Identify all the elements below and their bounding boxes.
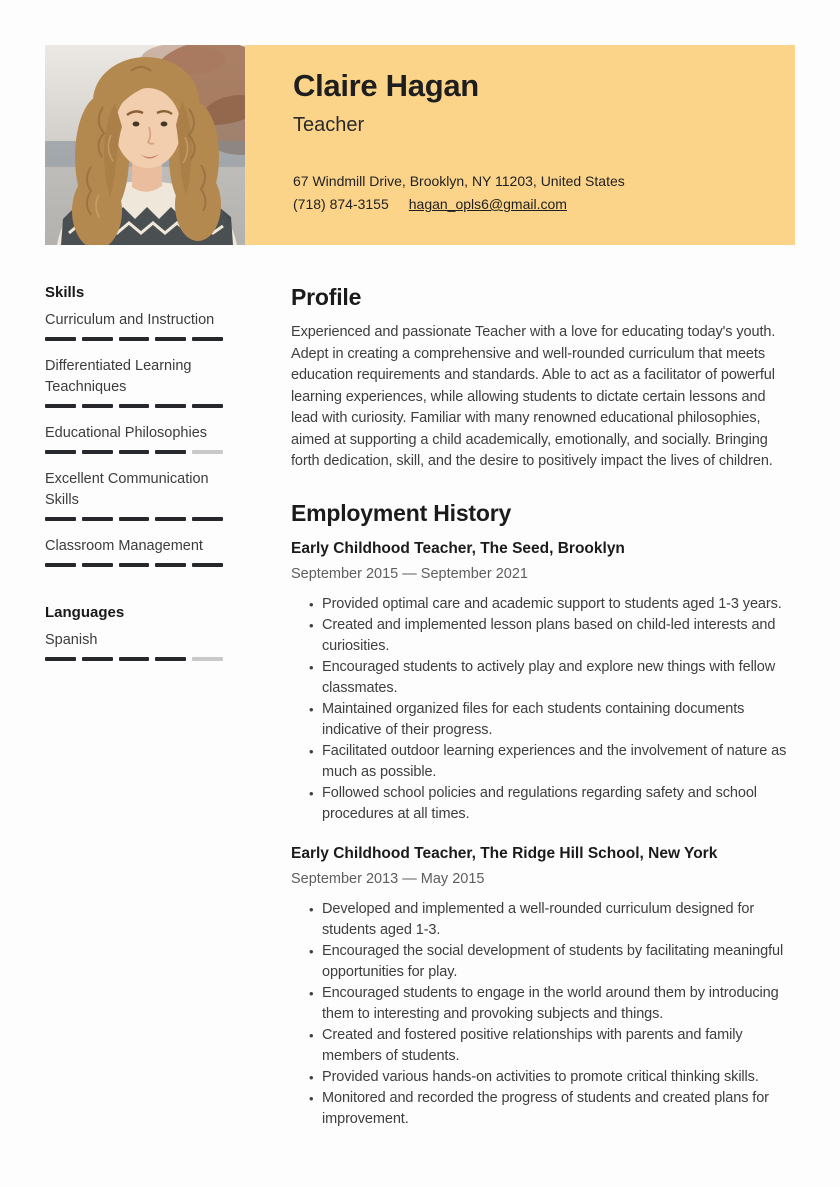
bullet-item: • Maintained organized files for each students containing documents indicative of their progress. bbox=[322, 699, 795, 741]
languages-section bbox=[45, 604, 223, 661]
profile-section bbox=[291, 284, 795, 473]
job-title: Early Childhood Teacher, The Seed, Brooklyn bbox=[291, 539, 625, 557]
profile-heading: Profile bbox=[291, 284, 362, 310]
bullet-list bbox=[291, 899, 795, 1130]
skill-level-segment bbox=[45, 657, 76, 661]
skill-level-segment bbox=[82, 337, 113, 341]
skill-name: Differentiated Learning Teachniques bbox=[45, 358, 192, 395]
contact-phone: (718) 874-3155 bbox=[293, 196, 389, 212]
bullet-list bbox=[291, 594, 795, 825]
skills-heading: Skills bbox=[45, 284, 85, 301]
skill-level-segment bbox=[192, 450, 223, 454]
bullet-item: • Created and fostered positive relationships with parents and family members of students. bbox=[322, 1025, 795, 1067]
skill-level-segment bbox=[155, 563, 186, 567]
bullet-item: • Encouraged the social development of students by facilitating meaningful opportunities for play. bbox=[322, 941, 795, 983]
bullet-item: • Provided various hands-on activities to promote critical thinking skills. bbox=[322, 1067, 795, 1088]
skill-level-segment bbox=[155, 450, 186, 454]
job-dates: September 2015 — September 2021 bbox=[291, 565, 528, 582]
email-link[interactable]: hagan_opls6@gmail.com bbox=[408, 196, 567, 212]
skill-level-segment bbox=[82, 657, 113, 661]
bullet-item: • Created and implemented lesson plans based on child-led interests and curiosities. bbox=[322, 615, 795, 657]
job-entry bbox=[291, 540, 795, 825]
skill-level-segment bbox=[192, 404, 223, 408]
contact-address: 67 Windmill Drive, Brooklyn, NY 11203, United States bbox=[293, 173, 625, 189]
skill-level-segment bbox=[119, 563, 150, 567]
languages-heading: Languages bbox=[45, 604, 125, 621]
job-title: Early Childhood Teacher, The Ridge Hill School, New York bbox=[291, 844, 718, 862]
employment-section bbox=[291, 500, 795, 1130]
bullet-item: • Provided optimal care and academic support to students aged 1-3 years. bbox=[322, 594, 795, 615]
skill-level-bar bbox=[45, 450, 223, 454]
skill-level-bar bbox=[45, 404, 223, 408]
skill-level-segment bbox=[119, 450, 150, 454]
skill-name: Curriculum and Instruction bbox=[45, 312, 215, 328]
skill-item bbox=[45, 469, 223, 521]
skill-level-bar bbox=[45, 337, 223, 341]
language-level-bar bbox=[45, 657, 223, 661]
skill-item bbox=[45, 310, 223, 341]
job-dates: September 2013 — May 2015 bbox=[291, 870, 485, 887]
contact-info bbox=[293, 170, 767, 216]
portrait-illustration bbox=[45, 45, 245, 245]
skill-item bbox=[45, 423, 223, 454]
employment-heading: Employment History bbox=[291, 499, 512, 526]
main-column bbox=[291, 284, 795, 1130]
skill-level-segment bbox=[119, 657, 150, 661]
skill-level-segment bbox=[155, 404, 186, 408]
bullet-item: • Followed school policies and regulations regarding safety and school procedures at all times. bbox=[322, 783, 795, 825]
skill-level-segment bbox=[192, 563, 223, 567]
skill-level-segment bbox=[192, 657, 223, 661]
skill-level-segment bbox=[82, 450, 113, 454]
language-item bbox=[45, 630, 223, 661]
skill-level-segment bbox=[155, 517, 186, 521]
skill-level-segment bbox=[45, 450, 76, 454]
person-name: Claire Hagan bbox=[293, 68, 479, 103]
skill-level-segment bbox=[82, 563, 113, 567]
header-banner bbox=[245, 45, 795, 245]
profile-photo bbox=[45, 45, 245, 245]
skill-level-segment bbox=[45, 404, 76, 408]
resume-body bbox=[45, 284, 795, 1130]
profile-text: Experienced and passionate Teacher with a love for educating today's youth. Adept in creating a comprehensive and well-rounded curriculum that meets education requirements and standards. Able to act as a facilitator of powerful learning experiences, while allowing students to dictate certain lessons and lead with curiosity. Familiar with many renowned educational philosophies, aimed at supporting a child academically, emotionally, and socially. Bringing forth dedication, skill, and the desire to positively impact the lives of children. bbox=[291, 324, 776, 469]
skill-level-bar bbox=[45, 517, 223, 521]
skill-level-segment bbox=[192, 517, 223, 521]
skill-item bbox=[45, 356, 223, 408]
skill-name: Educational Philosophies bbox=[45, 425, 208, 441]
bullet-item: • Encouraged students to actively play and explore new things with fellow classmates. bbox=[322, 657, 795, 699]
skill-level-segment bbox=[82, 517, 113, 521]
skill-level-segment bbox=[82, 404, 113, 408]
person-job-title: Teacher bbox=[293, 114, 365, 136]
skill-level-segment bbox=[119, 337, 150, 341]
skill-level-segment bbox=[45, 337, 76, 341]
skill-level-segment bbox=[119, 404, 150, 408]
resume-header bbox=[45, 45, 795, 245]
skill-level-bar bbox=[45, 563, 223, 567]
bullet-item: • Facilitated outdoor learning experiences and the involvement of nature as much as possible. bbox=[322, 741, 795, 783]
sidebar bbox=[45, 284, 291, 1130]
skill-item bbox=[45, 536, 223, 567]
skill-level-segment bbox=[155, 337, 186, 341]
skill-level-segment bbox=[192, 337, 223, 341]
skill-level-segment bbox=[45, 563, 76, 567]
skill-level-segment bbox=[155, 657, 186, 661]
language-name: Spanish bbox=[45, 632, 98, 648]
bullet-item: • Developed and implemented a well-rounded curriculum designed for students aged 1-3. bbox=[322, 899, 795, 941]
skill-level-segment bbox=[119, 517, 150, 521]
bullet-item: • Monitored and recorded the progress of students and created plans for improvement. bbox=[322, 1088, 795, 1130]
skill-name: Classroom Management bbox=[45, 538, 203, 554]
job-entry bbox=[291, 845, 795, 1130]
skill-name: Excellent Communication Skills bbox=[45, 471, 209, 508]
bullet-item: • Encouraged students to engage in the world around them by introducing them to interesting and provoking subjects and things. bbox=[322, 983, 795, 1025]
skill-level-segment bbox=[45, 517, 76, 521]
